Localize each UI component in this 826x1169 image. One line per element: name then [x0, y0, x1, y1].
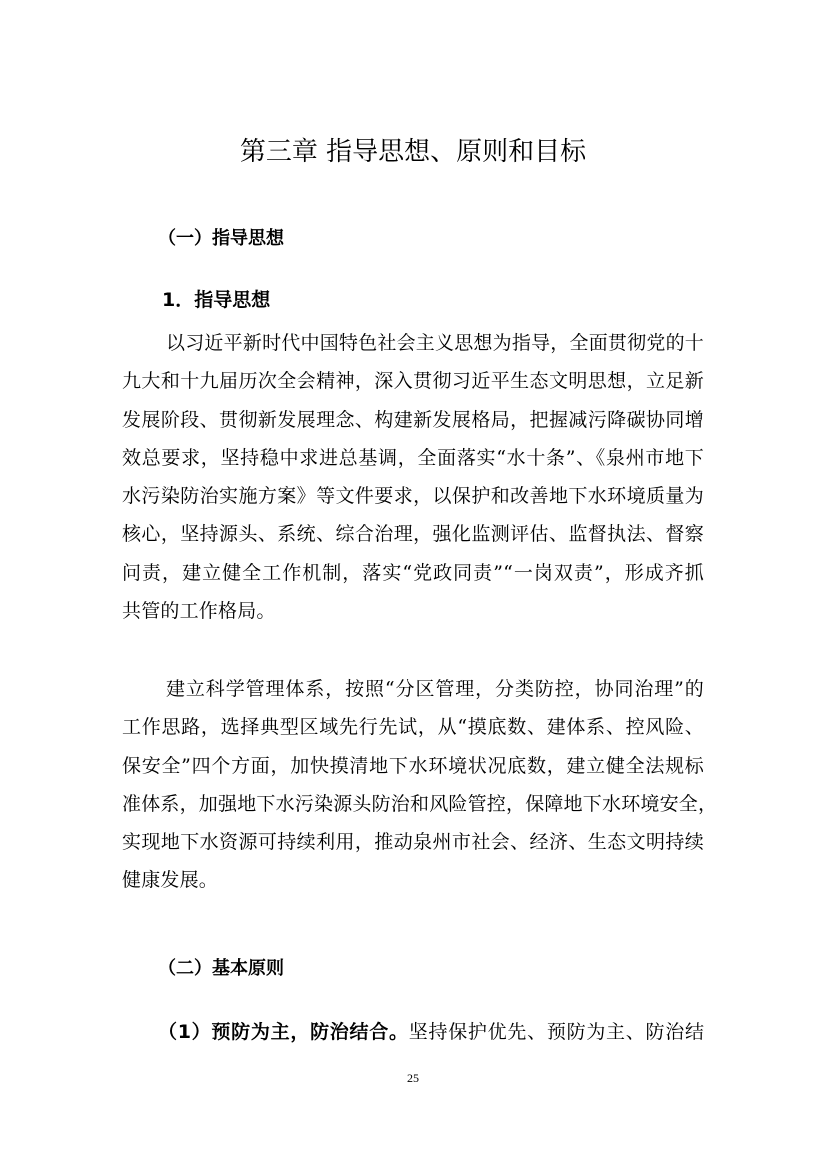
paragraph-line: 核心，坚持源头、系统、综合治理，强化监测评估、监督执法、督察 [122, 523, 704, 546]
chapter-title: 第三章 指导思想、原则和目标 [239, 137, 587, 167]
paragraph-line: 健康发展。 [122, 869, 219, 892]
paragraph-line: 实现地下水资源可持续利用，推动泉州市社会、经济、生态文明持续 [122, 831, 704, 854]
paragraph-line: 准体系，加强地下水污染源头防治和风险管控，保障地下水环境安全， [122, 792, 718, 815]
paragraph-management-system [122, 670, 718, 900]
paragraph-line: 发展阶段、贯彻新发展理念、构建新发展格局，把握减污降碳协同增 [122, 408, 704, 431]
page-number: 25 [407, 1071, 419, 1085]
section-heading-basic-principles: （二）基本原则 [158, 958, 284, 979]
paragraph-line: 九大和十九届历次全会精神，深入贯彻习近平生态文明思想，立足新 [122, 370, 704, 393]
paragraph-line: 建立科学管理体系，按照“分区管理，分类防控，协同治理”的 [166, 678, 704, 700]
section-heading-guiding-ideology: （一）指导思想 [158, 228, 284, 249]
principle-text: 坚持保护优先、预防为主、防治结 [408, 1021, 704, 1043]
paragraph-line: 以习近平新时代中国特色社会主义思想为指导，全面贯彻党的十 [166, 332, 704, 354]
paragraph-line: 保安全”四个方面，加快摸清地下水环境状况底数，建立健全法规标 [122, 754, 704, 777]
paragraph-line: 共管的工作格局。 [122, 600, 276, 623]
paragraph-line: 工作思路，选择典型区域先行先试，从“摸底数、建体系、控风险、 [122, 716, 704, 739]
principle-lead: （1）预防为主，防治结合。 [158, 1021, 409, 1043]
subsection-heading-guiding-ideology: 1．指导思想 [162, 289, 271, 311]
principle-prevention-first [158, 1013, 704, 1051]
paragraph-guiding-ideology [122, 324, 704, 630]
paragraph-line: 效总要求，坚持稳中求进总基调，全面落实“水十条”、《泉州市地下 [122, 446, 704, 469]
paragraph-line: 水污染防治实施方案》等文件要求，以保护和改善地下水环境质量为 [122, 485, 704, 508]
paragraph-line: 问责，建立健全工作机制，落实“党政同责”“一岗双责”，形成齐抓 [122, 561, 704, 584]
